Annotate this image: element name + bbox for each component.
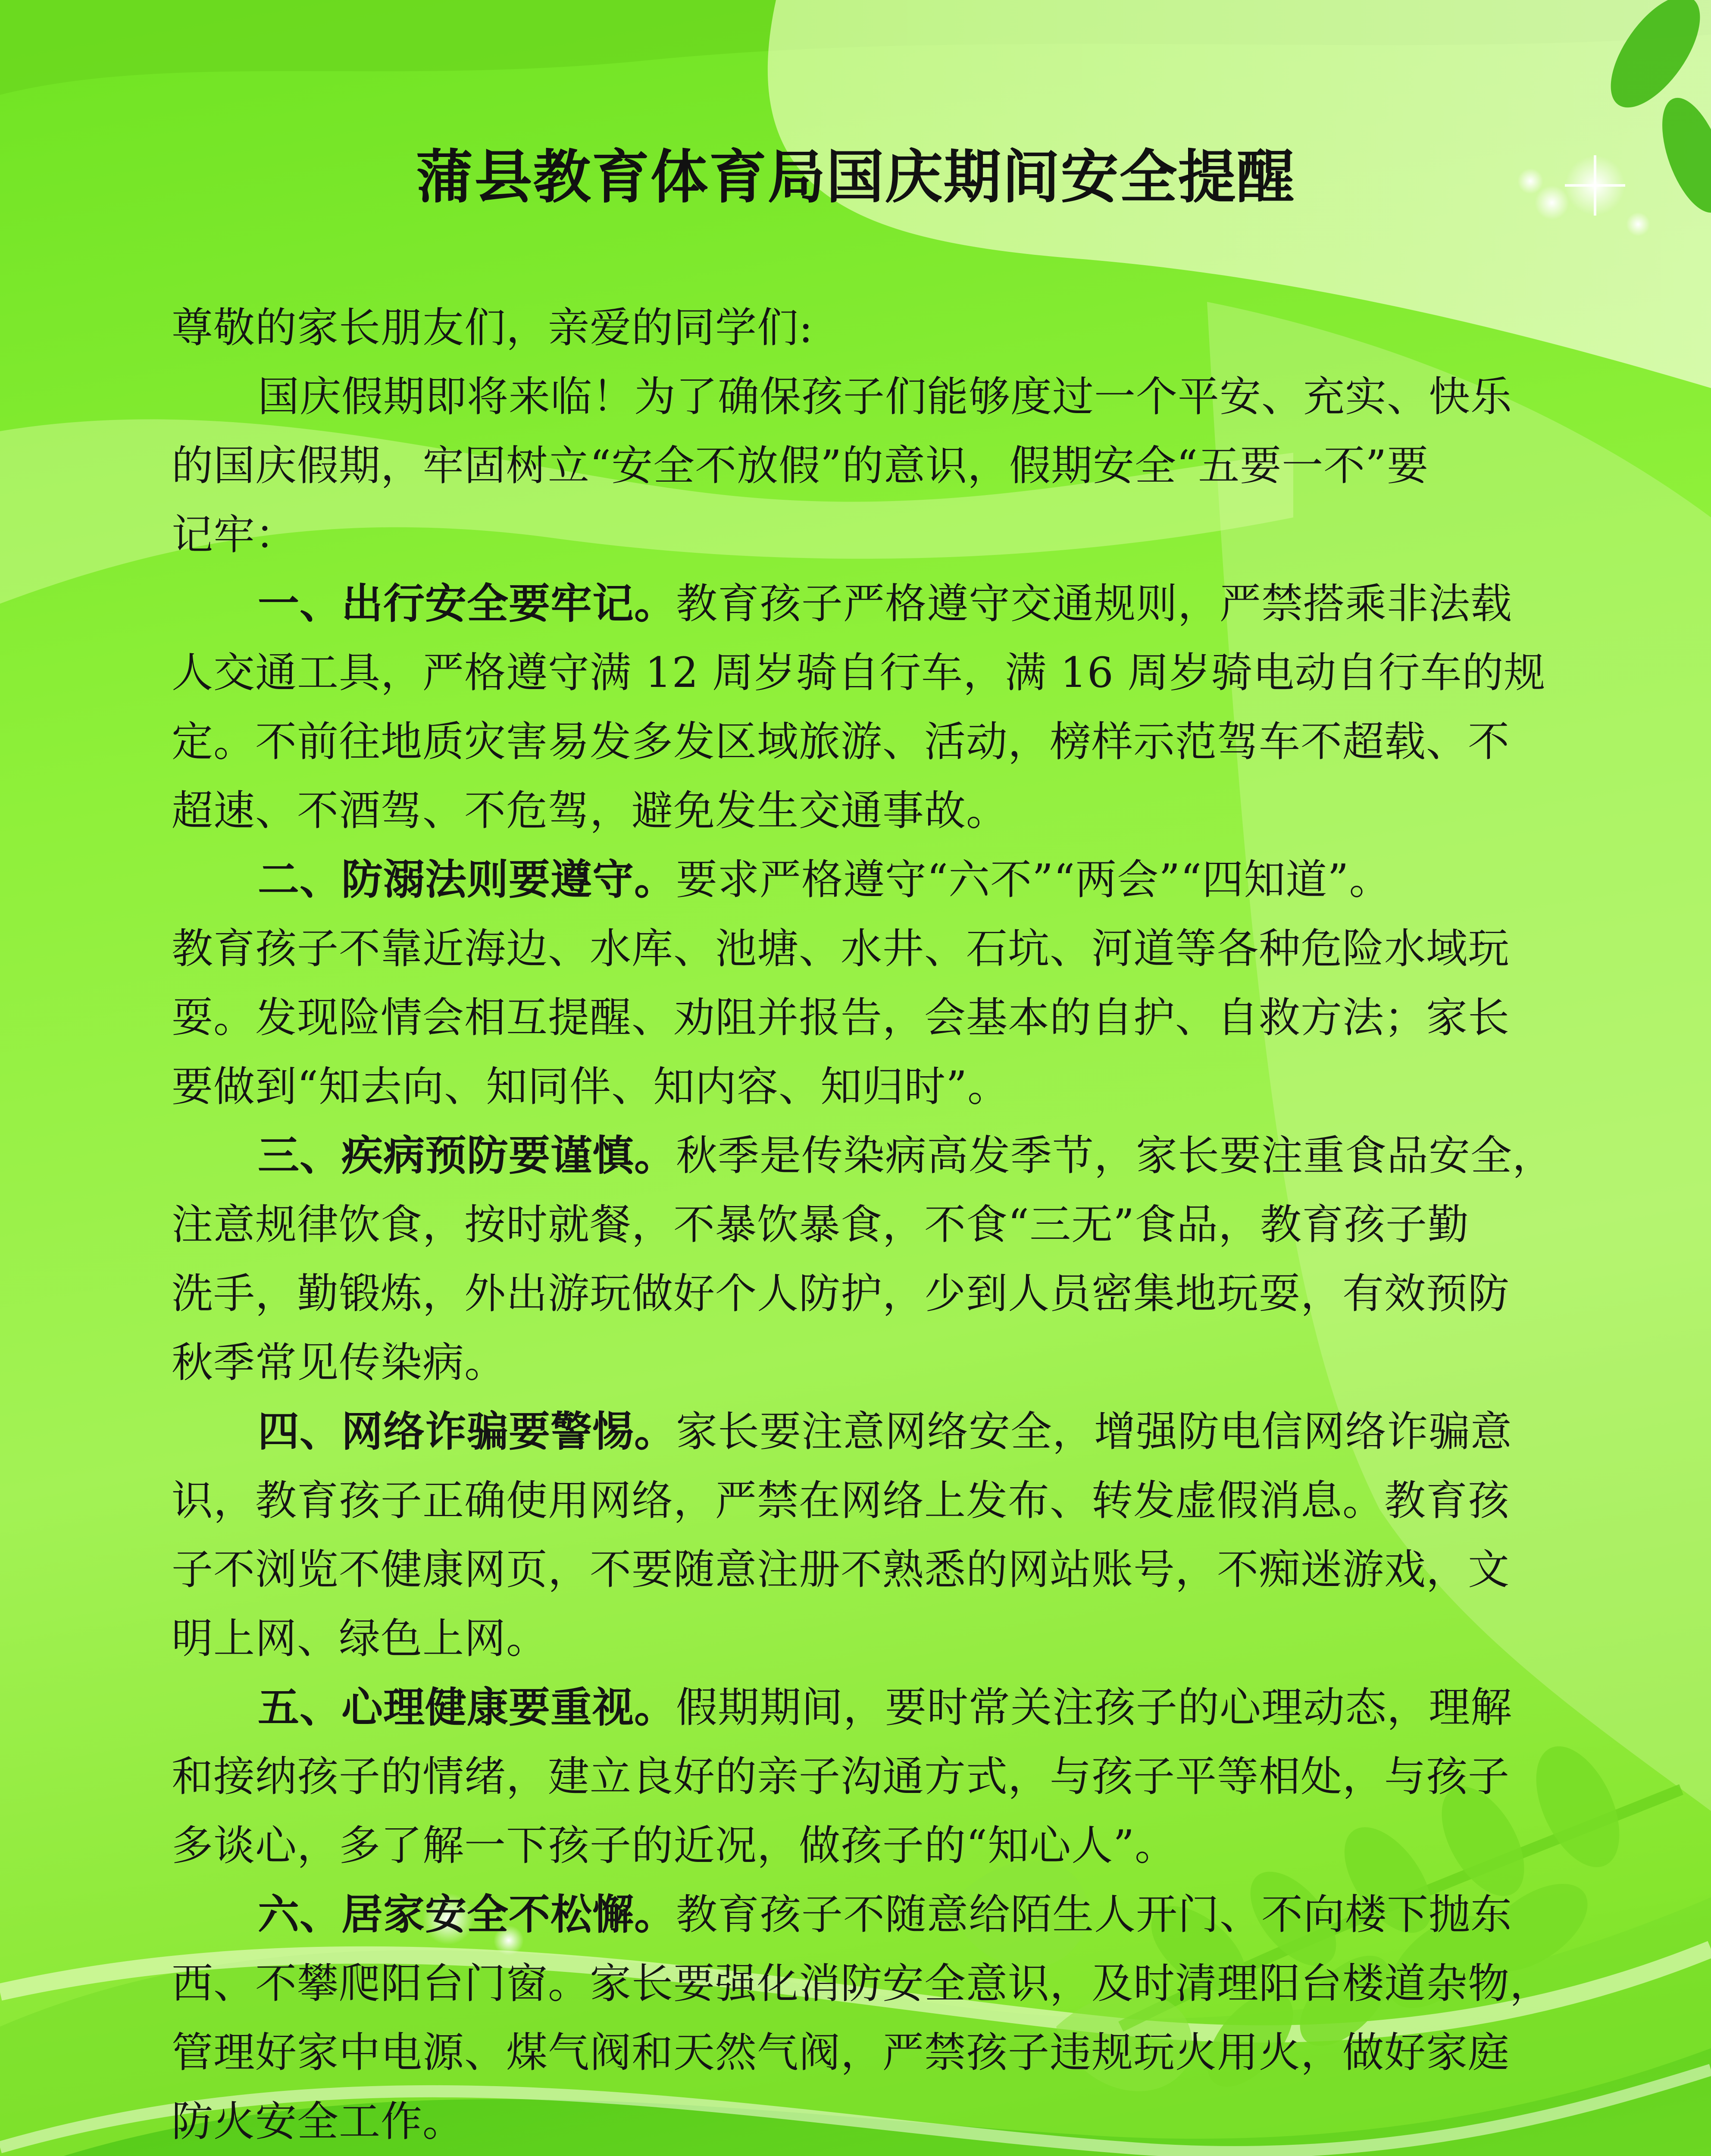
section-text: 家长要注意网络安全，增强防电信网络诈骗意 bbox=[676, 1407, 1512, 1456]
section-text: 定。不前往地质灾害易发多发区域旅游、活动，榜样示范驾车不超载、不 bbox=[172, 718, 1510, 766]
intro-line: 的国庆假期，牢固树立“安全不放假”的意识，假期安全“五要一不”要 bbox=[172, 442, 1429, 490]
greeting: 尊敬的家长朋友们，亲爱的同学们: bbox=[172, 304, 813, 352]
section-heading: 三、疾病预防要谨慎。 bbox=[258, 1131, 676, 1180]
section-text: 子不浏览不健康网页，不要随意注册不熟悉的网站账号，不痴迷游戏，文 bbox=[172, 1545, 1510, 1594]
section-mental-health bbox=[172, 1673, 1551, 1880]
intro-paragraph bbox=[172, 362, 1551, 569]
section-text: 教育孩子严格遵守交通规则，严禁搭乘非法载 bbox=[676, 580, 1512, 628]
section-text: 要求严格遵守“六不”“两会”“四知道”。 bbox=[676, 856, 1391, 904]
section-text: 洗手，勤锻炼，外出游玩做好个人防护，少到人员密集地玩耍，有效预防 bbox=[172, 1269, 1510, 1318]
intro-line: 记牢： bbox=[172, 511, 297, 559]
section-text: 教育孩子不靠近海边、水库、池塘、水井、石坑、河道等各种危险水域玩 bbox=[172, 924, 1510, 973]
section-text: 假期期间，要时常关注孩子的心理动态，理解 bbox=[676, 1683, 1512, 1732]
section-heading: 六、居家安全不松懈。 bbox=[258, 1890, 676, 1939]
section-text: 多谈心，多了解一下孩子的近况，做孩子的“知心人”。 bbox=[172, 1821, 1177, 1870]
section-text: 防火安全工作。 bbox=[172, 2097, 464, 2146]
section-text: 西、不攀爬阳台门窗。家长要强化消防安全意识，及时清理阳台楼道杂物， bbox=[172, 1959, 1551, 2008]
section-home-safety bbox=[172, 1880, 1551, 2156]
section-text: 耍。发现险情会相互提醒、劝阻并报告，会基本的自护、自救方法；家长 bbox=[172, 993, 1510, 1042]
section-text: 要做到“知去向、知同伴、知内容、知归时”。 bbox=[172, 1062, 1010, 1111]
section-heading: 五、心理健康要重视。 bbox=[258, 1683, 676, 1732]
section-text: 人交通工具，严格遵守满 12 周岁骑自行车，满 16 周岁骑电动自行车的规 bbox=[172, 649, 1546, 697]
section-heading: 一、出行安全要牢记。 bbox=[258, 580, 676, 628]
section-text: 超速、不酒驾、不危驾，避免发生交通事故。 bbox=[172, 787, 1008, 835]
section-text: 识，教育孩子正确使用网络，严禁在网络上发布、转发虚假消息。教育孩 bbox=[172, 1476, 1510, 1525]
notice-body bbox=[172, 293, 1554, 2156]
section-text: 明上网、绿色上网。 bbox=[172, 1614, 548, 1663]
section-heading: 二、防溺法则要遵守。 bbox=[258, 856, 676, 904]
section-text: 注意规律饮食，按时就餐，不暴饮暴食，不食“三无”食品，教育孩子勤 bbox=[172, 1200, 1470, 1249]
section-text: 秋季常见传染病。 bbox=[172, 1338, 506, 1387]
section-text: 秋季是传染病高发季节，家长要注重食品安全， bbox=[676, 1131, 1554, 1180]
section-text: 管理好家中电源、煤气阀和天然气阀，严禁孩子违规玩火用火，做好家庭 bbox=[172, 2028, 1510, 2077]
section-drowning-prevention bbox=[172, 845, 1551, 1121]
page-title: 蒲县教育体育局国庆期间安全提醒 bbox=[416, 143, 1295, 211]
section-travel-safety bbox=[172, 569, 1551, 845]
section-disease-prevention bbox=[172, 1121, 1554, 1397]
intro-line: 国庆假期即将来临！为了确保孩子们能够度过一个平安、充实、快乐 bbox=[258, 373, 1512, 421]
section-online-fraud bbox=[172, 1397, 1551, 1673]
section-text: 教育孩子不随意给陌生人开门、不向楼下抛东 bbox=[676, 1890, 1512, 1939]
section-text: 和接纳孩子的情绪，建立良好的亲子沟通方式，与孩子平等相处，与孩子 bbox=[172, 1752, 1510, 1801]
section-heading: 四、网络诈骗要警惕。 bbox=[258, 1407, 676, 1456]
